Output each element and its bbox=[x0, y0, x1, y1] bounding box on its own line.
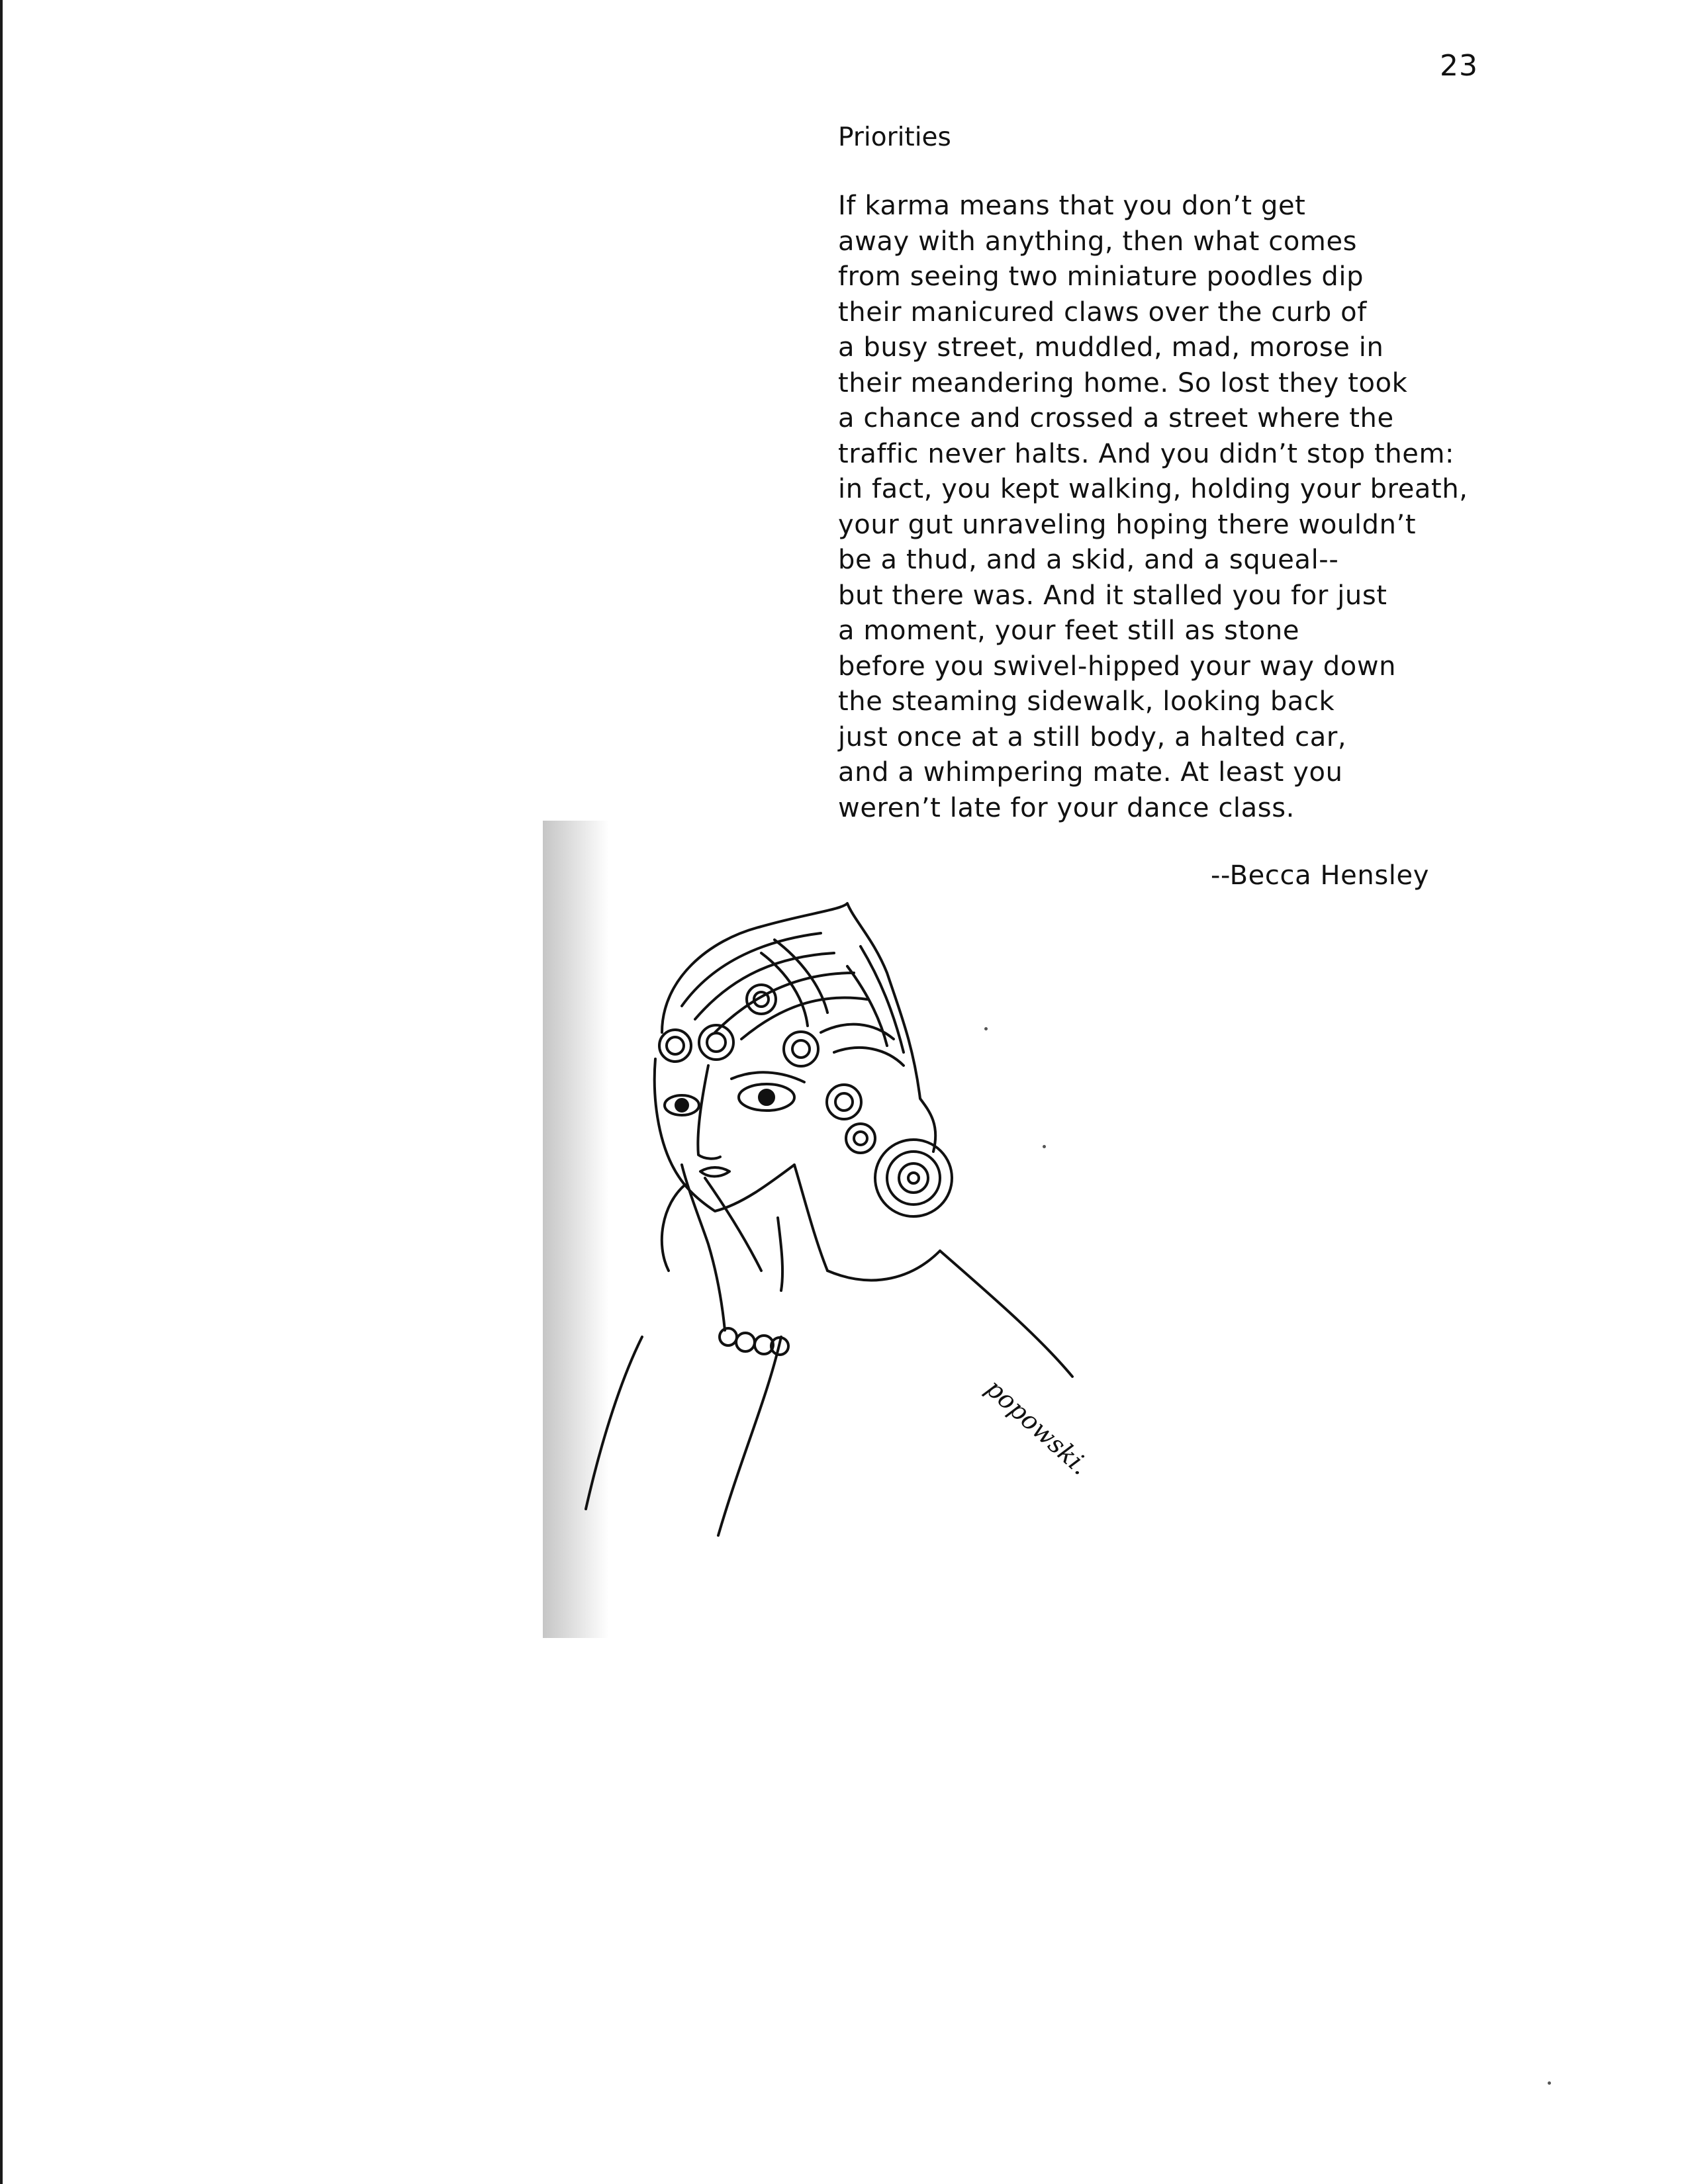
poem-line: and a whimpering mate. At least you bbox=[838, 757, 1343, 788]
poem-line: be a thud, and a skid, and a squeal-- bbox=[838, 545, 1339, 575]
nose bbox=[698, 1066, 720, 1159]
hair-curl bbox=[747, 985, 776, 1014]
finger bbox=[705, 1178, 761, 1271]
poem-line: from seeing two miniature poodles dip bbox=[838, 261, 1364, 292]
scan-speck bbox=[1043, 1145, 1046, 1148]
hair-bun bbox=[899, 1163, 928, 1193]
hair-outline bbox=[662, 903, 935, 1152]
poem-line: their manicured claws over the curb of bbox=[838, 296, 1367, 328]
poem-line: away with anything, then what comes bbox=[838, 226, 1358, 257]
poem-line: a moment, your feet still as stone bbox=[838, 615, 1300, 646]
artist-signature: popowski. bbox=[980, 1373, 1095, 1481]
hair-strand bbox=[834, 1048, 904, 1066]
poem-line: their meandering home. So lost they took bbox=[838, 367, 1408, 398]
poem-line: the steaming sidewalk, looking back bbox=[838, 686, 1335, 717]
hair-curl bbox=[667, 1037, 684, 1054]
arm bbox=[586, 1337, 642, 1509]
poem-line: just once at a still body, a halted car, bbox=[838, 721, 1347, 752]
lips bbox=[700, 1167, 729, 1177]
poem-line: If karma means that you don’t get bbox=[838, 191, 1306, 221]
finger bbox=[662, 1185, 685, 1271]
hair-curl bbox=[854, 1132, 867, 1145]
poem-line: a chance and crossed a street where the bbox=[838, 403, 1394, 433]
page-number: 23 bbox=[1440, 49, 1478, 83]
hair-curl bbox=[846, 1124, 875, 1153]
face-outline bbox=[655, 1059, 794, 1211]
bracelet-bead bbox=[736, 1333, 755, 1351]
hair-curl bbox=[707, 1033, 726, 1052]
poem-line: weren’t late for your dance class. bbox=[838, 792, 1295, 823]
hair-bun bbox=[887, 1152, 940, 1205]
poem-line: in fact, you kept walking, holding your breath, bbox=[838, 474, 1468, 504]
poem-line: traffic never halts. And you didn’t stop them: bbox=[838, 438, 1455, 469]
thumb bbox=[778, 1218, 782, 1291]
poem-title: Priorities bbox=[838, 122, 951, 152]
bracelet-bead bbox=[720, 1328, 737, 1345]
poem-line: before you swivel-hipped your way down bbox=[838, 651, 1397, 682]
poem-line: a busy street, muddled, mad, morose in bbox=[838, 332, 1384, 363]
scan-speck bbox=[1548, 2081, 1551, 2085]
neckline bbox=[827, 1251, 940, 1280]
poem-line: but there was. And it stalled you for just bbox=[838, 580, 1387, 611]
shoulder bbox=[940, 1251, 1072, 1377]
hair-curl bbox=[827, 1085, 861, 1119]
poem-author: --Becca Hensley bbox=[1211, 860, 1429, 891]
hair-strand bbox=[682, 933, 821, 1006]
hair-strand bbox=[847, 966, 887, 1046]
poem-line: your gut unraveling hoping there wouldn’t bbox=[838, 509, 1417, 540]
hand bbox=[682, 1165, 725, 1330]
scan-speck bbox=[984, 1027, 988, 1030]
woman-line-drawing bbox=[543, 900, 1205, 1638]
brow bbox=[731, 1072, 804, 1082]
hair-curl bbox=[659, 1030, 691, 1062]
hair-curl bbox=[835, 1093, 853, 1111]
left-pupil bbox=[676, 1099, 688, 1111]
hair-bun bbox=[908, 1173, 919, 1183]
right-pupil bbox=[759, 1090, 774, 1105]
scan-left-edge bbox=[0, 0, 3, 2184]
arm bbox=[718, 1337, 781, 1535]
hair-curl bbox=[784, 1032, 818, 1066]
neck bbox=[794, 1165, 827, 1271]
poem-body bbox=[838, 189, 1546, 826]
hair-curl bbox=[792, 1040, 810, 1058]
